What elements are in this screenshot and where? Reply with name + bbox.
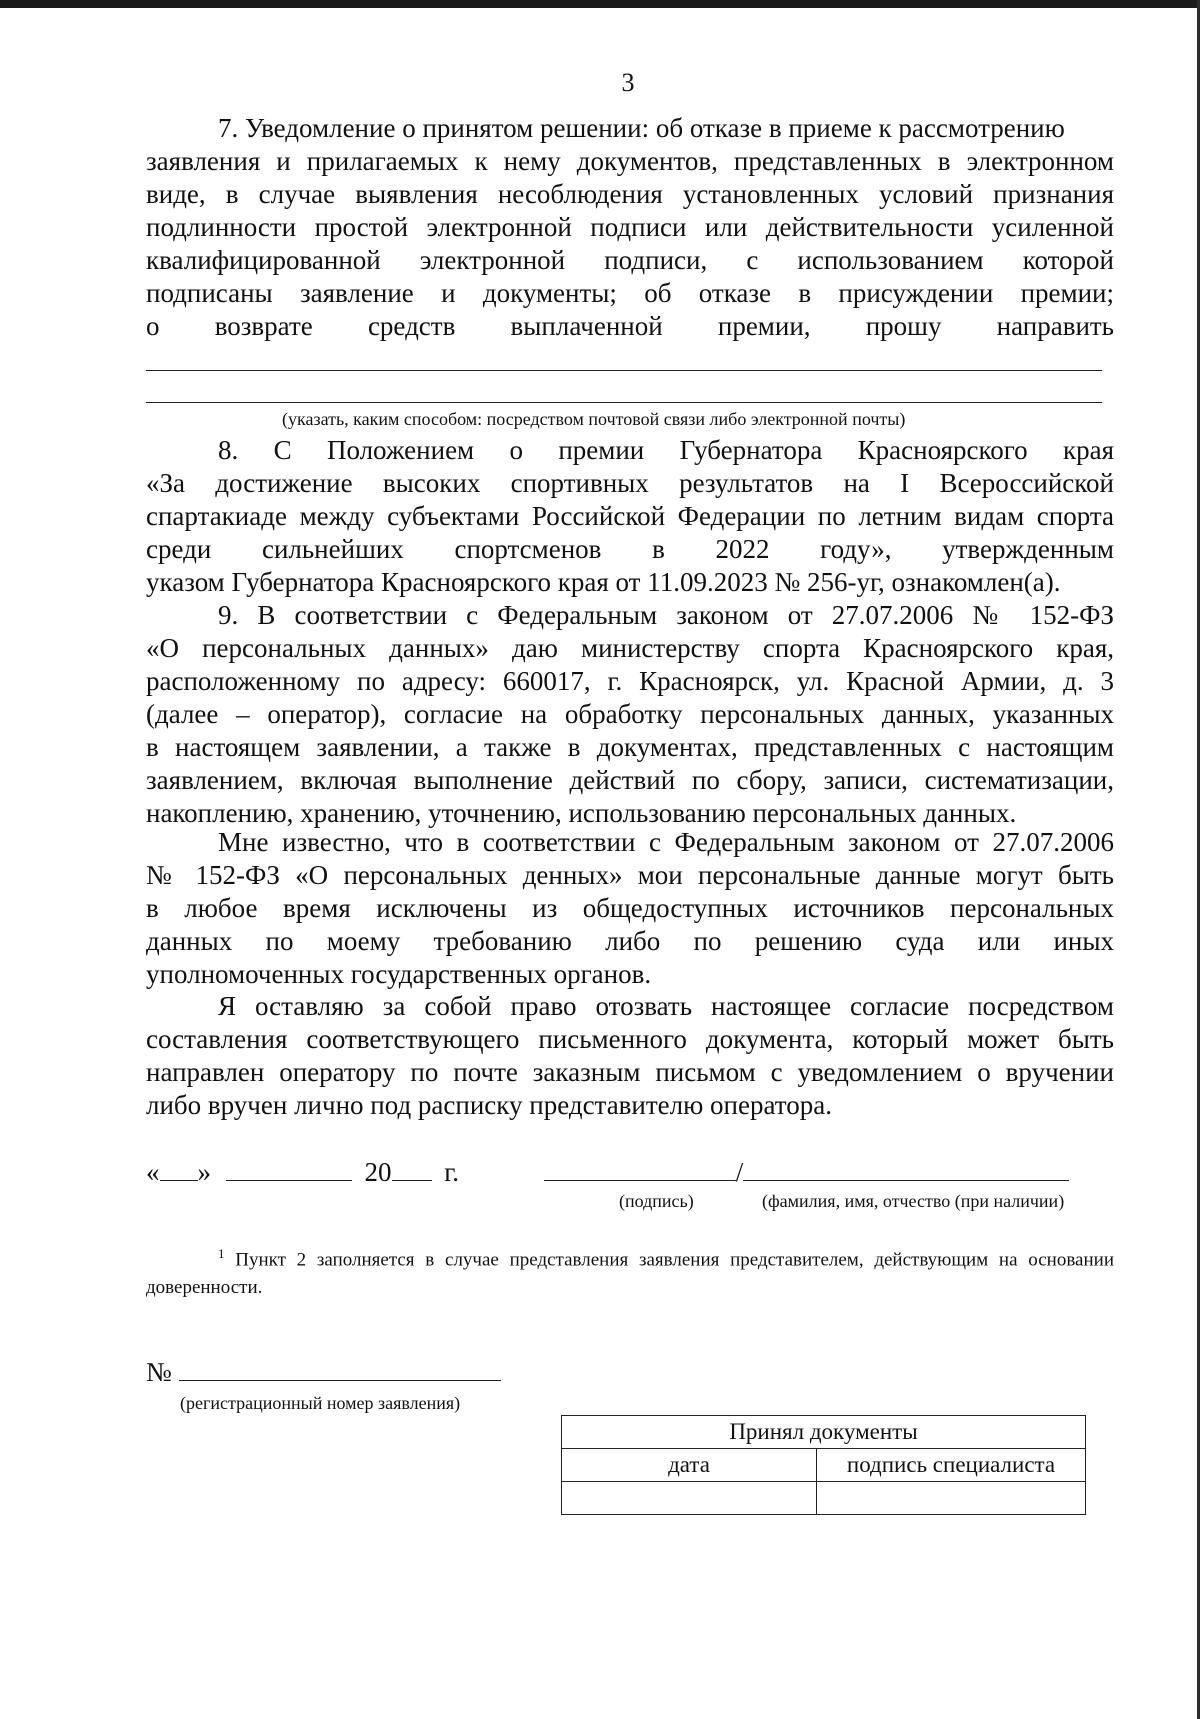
specialist-signature-cell[interactable] <box>817 1482 1086 1515</box>
item-7-line-4 <box>146 211 1114 244</box>
delivery-method-blank-2[interactable] <box>146 402 1102 403</box>
footnote-text: Пункт 2 заполняется в случае представления заявления представителем, действующим на основании доверенности. <box>146 1249 1114 1299</box>
item-9-line-4: (далее – оператор), согласие на обработку персональных данных, указанных <box>146 699 1114 729</box>
item-8-line-5 <box>146 566 1114 599</box>
item-9-line-5: в настоящем заявлении, а также в документах, представленных с настоящим <box>146 732 1114 762</box>
signature-caption: (подпись) <box>619 1191 694 1211</box>
revoke-line-2: составления соответствующего письменного документа, который может быть <box>146 1024 1114 1054</box>
year-field[interactable] <box>392 1156 432 1181</box>
item-9-line-1: 9. В соответствии с Федеральным законом от 27.07.2006 № 152-ФЗ <box>218 600 1114 630</box>
revoke-paragraph <box>146 990 1114 1122</box>
line-text: либо вручен лично под расписку представителю оператора. <box>146 1090 832 1120</box>
signature-field[interactable] <box>544 1156 736 1181</box>
signature-slash: / <box>735 1157 744 1187</box>
item-8-line-3: спартакиаде между субъектами Российской Федерации по летним видам спорта <box>146 501 1114 531</box>
revoke-line-4 <box>146 1089 1114 1122</box>
registration-number-row <box>146 1356 501 1388</box>
known-line-4: данных по моему требованию либо по решению суда или иных <box>146 926 1114 956</box>
footnote <box>146 1240 1114 1302</box>
line-text: подлинности простой электронной подписи или действительности усиленной <box>146 212 1114 242</box>
item-8-line-4: среди сильнейших спортсменов в 2022 году», утвержденным <box>146 534 1114 564</box>
item-9-paragraph <box>146 599 1114 830</box>
registration-number-field[interactable] <box>179 1356 501 1381</box>
signature-column-header: подпись специалиста <box>817 1449 1086 1482</box>
line-text: накоплению, хранению, уточнению, использованию персональных данных. <box>146 798 1017 828</box>
date-cell[interactable] <box>562 1482 817 1515</box>
item-7-line-1: 7. Уведомление о принятом решении: об отказе в приеме к рассмотрению <box>218 113 1065 143</box>
known-line-1: Мне известно, что в соответствии с Федеральным законом от 27.07.2006 <box>218 827 1114 857</box>
line-text: заявления и прилагаемых к нему документов, представленных в электронном <box>146 146 1114 176</box>
delivery-method-caption: (указать, каким способом: посредством почтовой связи либо электронной почты) <box>282 409 906 429</box>
scan-edge-top <box>0 0 1200 8</box>
item-7-line-7: о возврате средств выплаченной премии, прошу направить <box>146 311 1114 341</box>
item-7-paragraph <box>146 112 1114 343</box>
year-prefix: 20 <box>364 1157 392 1187</box>
item-9-line-6: заявлением, включая выполнение действий по сбору, записи, систематизации, <box>146 765 1114 795</box>
date-signature-row <box>146 1156 1069 1188</box>
line-text: уполномоченных государственных органов. <box>146 959 652 989</box>
table-row <box>562 1482 1086 1515</box>
known-line-5 <box>146 958 1114 991</box>
revoke-line-3: направлен оператору по почте заказным письмом с уведомлением о вручении <box>146 1057 1114 1087</box>
footnote-marker: 1 <box>218 1246 225 1261</box>
known-paragraph <box>146 826 1114 991</box>
table-title-cell: Принял документы <box>562 1416 1086 1449</box>
delivery-method-blank-1[interactable] <box>146 370 1102 371</box>
known-line-3: в любое время исключены из общедоступных источников персональных <box>146 893 1114 923</box>
revoke-line-1: Я оставляю за собой право отозвать настоящее согласие посредством <box>218 991 1114 1021</box>
date-column-header: дата <box>562 1449 817 1482</box>
month-field[interactable] <box>226 1156 352 1181</box>
number-sign: № <box>146 1357 172 1387</box>
full-name-field[interactable] <box>743 1156 1069 1181</box>
item-7-line-2 <box>146 145 1114 178</box>
page-number: 3 <box>621 68 635 97</box>
item-7-line-5: квалифицированной электронной подписи, с использованием которой <box>146 245 1114 275</box>
item-7-line-6: подписаны заявление и документы; об отказе в присуждении премии; <box>146 278 1114 308</box>
accepted-documents-table <box>561 1415 1086 1515</box>
full-name-caption: (фамилия, имя, отчество (при наличии) <box>762 1191 1065 1211</box>
year-suffix: г. <box>444 1157 460 1187</box>
item-8-line-2: «За достижение высоких спортивных результатов на I Всероссийской <box>146 468 1114 498</box>
item-7-line-3 <box>146 178 1114 211</box>
open-quote: « <box>146 1157 160 1187</box>
line-text: виде, в случае выявления несоблюдения установленных условий признания <box>146 179 1114 209</box>
table-header-row <box>562 1416 1086 1449</box>
item-9-line-3: расположенному по адресу: 660017, г. Красноярск, ул. Красной Армии, д. 3 <box>146 666 1114 696</box>
item-9-line-2: «О персональных данных» даю министерству спорта Красноярского края, <box>146 633 1114 663</box>
day-field[interactable] <box>160 1156 198 1181</box>
item-8-paragraph <box>146 434 1114 599</box>
item-8-line-1: 8. С Положением о премии Губернатора Красноярского края <box>218 435 1114 465</box>
table-columns-row <box>562 1449 1086 1482</box>
known-line-2: № 152-ФЗ «О персональных денных» мои персональные данные могут быть <box>146 860 1114 890</box>
close-quote: » <box>197 1157 211 1187</box>
registration-number-caption: (регистрационный номер заявления) <box>180 1393 461 1413</box>
line-text: указом Губернатора Красноярского края от 11.09.2023 № 256-уг, ознакомлен(а). <box>146 567 1061 597</box>
